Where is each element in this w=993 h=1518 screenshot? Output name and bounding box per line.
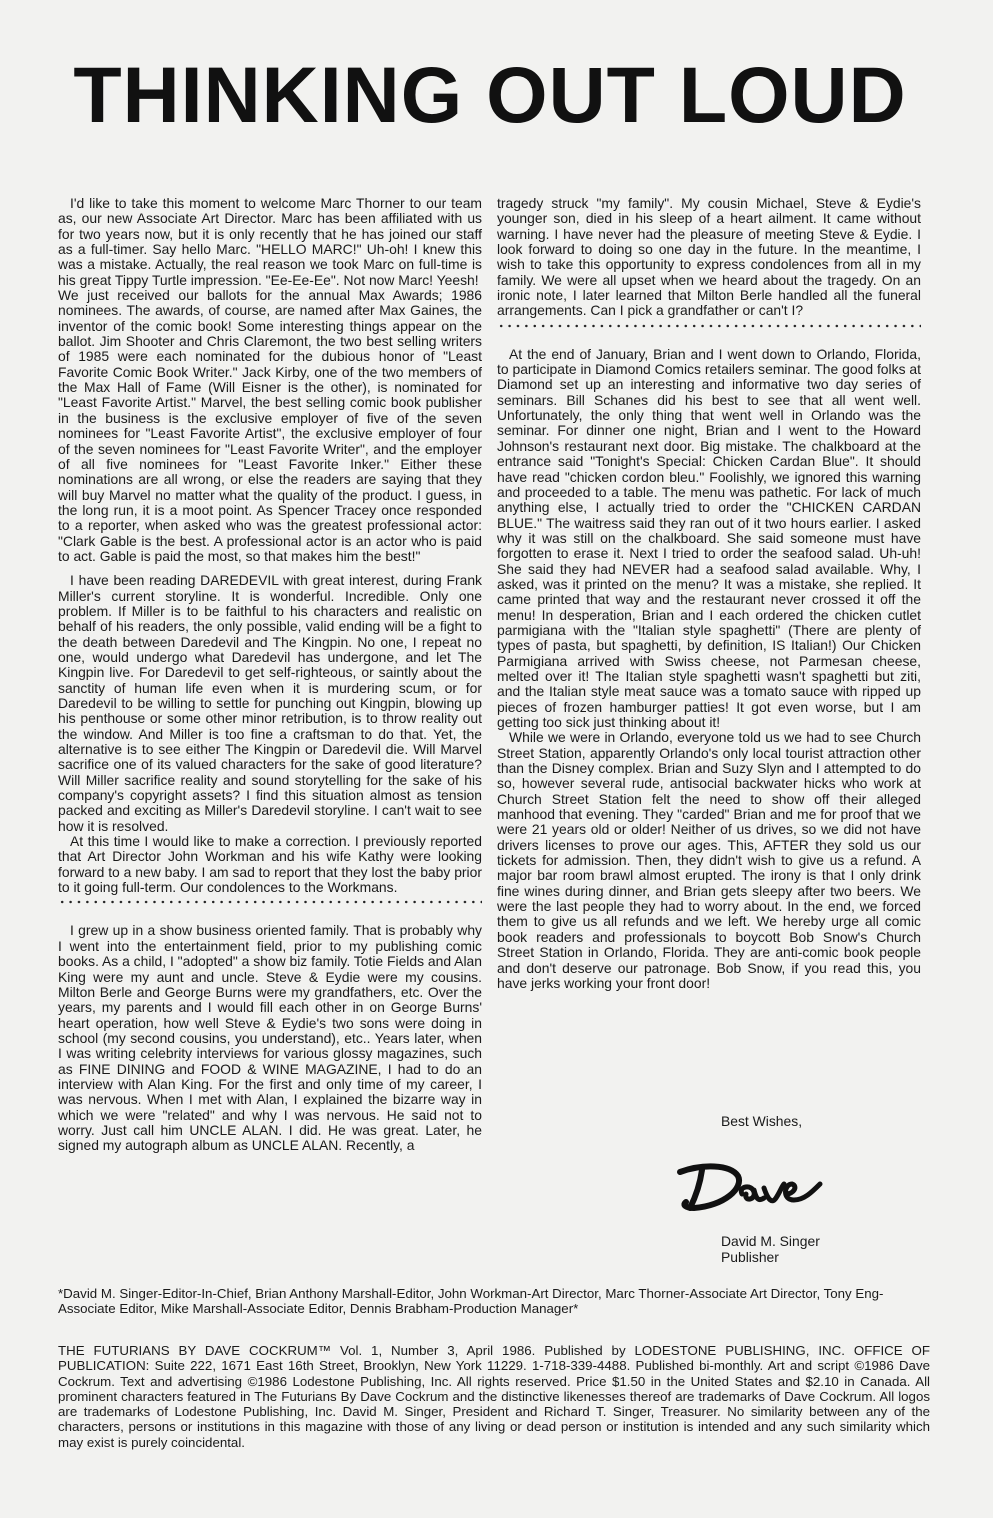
dotted-separator bbox=[497, 322, 921, 330]
left-column bbox=[58, 196, 482, 1154]
signer-block bbox=[721, 1234, 820, 1265]
paragraph-daredevil: I have been reading DAREDEVIL with great interest, during Frank Miller's current storyline. It is wonderful. Incredible. Only one problem. If Miller is to be faithful to his characters and realistic on behalf of his readers, the only possible, valid ending will be a fight to the death between Daredevil and The Kingpin. No one, I repeat no one, would undergo what Daredevil has undergone, and let The Kingpin live. For Daredevil to get self-righteous, or saintly about the sanctity of human life even when it is murdering scum, or for Daredevil to be willing to settle for punching out Kingpin, blowing up his penthouse or some other minor retribution, is to throw reality out the window. And Miller is too fine a craftsman to do that. Yet, the alternative is to see either The Kingpin or Daredevil die. Will Marvel sacrifice one of its valued characters for the sake of good literature? Will Miller sacrifice reality and sound storytelling for the sake of his company's copyright assets? I find this situation almost as tension packed and exciting as Miller's Daredevil storyline. I can't wait to see how it is resolved. bbox=[58, 572, 482, 834]
dotted-separator bbox=[58, 898, 482, 906]
signature-dave bbox=[672, 1150, 832, 1220]
signer-role: Publisher bbox=[721, 1248, 779, 1265]
paragraph-welcome: I'd like to take this moment to welcome Marc Thorner to our team as, our new Associate Art Director. Marc has been affiliated with us for two years now, but it is only recently that he has joined our staff as a full-timer. Say hello Marc. "HELLO MARC!" Uh-oh! I knew this was a mistake. Actually, the real reason we took Marc on full-time is his great Tippy Turtle impression. "Ee-Ee-Ee". Not now Marc! Yeesh! bbox=[58, 195, 482, 288]
staff-credits: *David M. Singer-Editor-In-Chief, Brian Anthony Marshall-Editor, John Workman-Art Director, Marc Thorner-Associate Art Director, Tony Eng-Associate Editor, Mike Marshall-Associate Editor, Dennis Brabham-Production Manager* bbox=[58, 1286, 884, 1316]
paragraph-max-awards: We just received our ballots for the annual Max Awards; 1986 nominees. The awards, of course, are named after Max Gaines, the inventor of the comic book! Some interesting things appear on the ballot. Jim Shooter and Chris Claremont, the two best selling writers of 1985 were each nominated for the dubious honor of "Least Favorite Comic Book Writer." Jack Kirby, one of the two members of the Max Hall of Fame (Will Eisner is the other), is nominated for "Least Favorite Artist." Marvel, the best selling comic book publisher in the business is the exclusive employer of five of the seven nominees for "Least Favorite Artist", the exclusive employer of four of the seven nominees for "Least Favorite Writer", and the employer of all five nominees for "Least Favorite Inker." Either these nominations are all wrong, or else the readers are saying that they will buy Marvel no matter what the quality of the product. I guess, in the long run, it is a moot point. As Spencer Tracey once responded to a reporter, when asked who was the greatest professional actor: "Clark Gable is the best. A professional actor is an actor who is paid to act. Gable is paid the most, so that makes him the best!" bbox=[58, 287, 482, 564]
paragraph-correction: At this time I would like to make a correction. I previously reported that Art Director John Workman and his wife Kathy were looking forward to a new baby. I am sad to report that they lost the baby prior to it going full-term. Our condolences to the Workmans. bbox=[58, 833, 482, 896]
page-title: THINKING OUT LOUD bbox=[73, 50, 907, 139]
right-column bbox=[497, 196, 921, 991]
publication-indicia: THE FUTURIANS BY DAVE COCKRUM™ Vol. 1, Number 3, April 1986. Published by LODESTONE PUBLISHING, INC. OFFICE OF PUBLICATION: Suite 222, 1671 East 16th Street, Brooklyn, New York 11229. 1-718-339-4488. Published bi-monthly. Art and script ©1986 Dave Cockrum. Text and advertising ©1986 Lodestone Publishing, Inc. All rights reserved. Price $1.50 in the United States and $2.10 in Canada. All prominent characters featured in The Futurians By Dave Cockrum and the distinctive likenesses thereof are trademarks of Dave Cockrum. All logos are trademarks of Lodestone Publishing, Inc. David M. Singer, President and Richard T. Singer, Treasurer. No similarity between any of the characters, persons or institutions in this magazine with those of any living or dead person or institution is intended and any such similarity which may exist is purely coincidental. bbox=[58, 1343, 930, 1450]
paragraph-showbiz-family: I grew up in a show business oriented family. That is probably why I went into the entertainment field, prior to my publishing comic books. As a child, I "adopted" a show biz family. Totie Fields and Alan King were my aunt and uncle. Steve & Eydie were my cousins. Milton Berle and George Burns were my grandfathers, etc. Over the years, my parents and I would fill each other in on George Burns' heart operation, how well Steve & Eydie's two sons were doing in school (my second cousins, you understand), etc.. Years later, when I was writing celebrity interviews for various glossy magazines, such as FINE DINING and FOOD & WINE MAGAZINE, I had to do an interview with Alan King. For the first and only time of my career, I was nervous. When I met with Alan, I explained the bizarre way in which we were "related" and why I was nervous. He said not to worry. Just call him UNCLE ALAN. I did. He was great. Later, he signed my autograph album as UNCLE ALAN. Recently, a bbox=[58, 922, 482, 1154]
paragraph-tragedy: tragedy struck "my family". My cousin Michael, Steve & Eydie's younger son, died in his sleep of a heart ailment. It came without warning. I have never had the pleasure of meeting Steve & Eydie. I look forward to doing so one day in the future. In the meantime, I wish to take this opportunity to express condolences from all in my family. We were all upset when we heard about the tragedy. On an ironic note, I later learned that Milton Berle handled all the funeral arrangements. Can I pick a grandfather or can't I? bbox=[497, 195, 921, 319]
paragraph-church-street: While we were in Orlando, everyone told us we had to see Church Street Station, apparently Orlando's only local tourist attraction other than the Disney complex. Brian and Suzy Slyn and I attempted to do so, however several rude, antisocial backwater hicks who work at Church Street Station felt the need to show off their alleged manhood that evening. They "carded" Brian and me for proof that we were 21 years old or older! Neither of us drives, so we did not have drivers licenses to prove our ages. This, AFTER they sold us our tickets for admission. Then, they didn't wish to give us a refund. A major bar room brawl almost erupted. The irony is that I only drink fine wines during dinner, and Brian gets sleepy after two beers. We were the last people they had to worry about. In the end, we forced them to give us all refunds and we left. We hereby urge all comic book readers and professionals to boycott Bob Snow's Church Street Station in Orlando, Florida. They are anti-comic book people and don't deserve our patronage. Bob Snow, if you read this, you have jerks working your front door! bbox=[497, 729, 921, 991]
paragraph-orlando: At the end of January, Brian and I went down to Orlando, Florida, to participate in Diamond Comics retailers seminar. The good folks at Diamond set up an interesting and informative two day series of seminars. Bill Schanes did his best to see that all went well. Unfortunately, the only thing that went well in Orlando was the seminar. For dinner one night, Brian and I went to the Howard Johnson's restaurant next door. Big mistake. The chalkboard at the entrance said "Tonight's Special: Chicken Cardan Blue". It should have read "chicken cordon bleu." Foolishly, we ignored this warning and proceeded to a table. The menu was pathetic. For lack of much anything else, I actually tried to order the "CHICKEN CARDAN BLUE." The waitress said they ran out of it two hours earlier. I asked why it was still on the chalkboard. She said someone must have forgotten to erase it. Next I tried to order the seafood salad. Uh-uh! She said they had NEVER had a seafood salad available. Why, I asked, was it printed on the menu? It was a mistake, she replied. It came printed that way and the restaurant never crossed it off the menu! In desperation, Brian and I each ordered the chicken cutlet parmigiana with the "Italian style spaghetti" (There are plenty of types of pasta, but spaghetti, by definition, IS Italian!) Our Chicken Parmigiana arrived with Swiss cheese, not Parmesan cheese, melted over it! The Italian style spaghetti wasn't spaghetti but ziti, and the Italian style meat sauce was a tomato sauce with ripped up pieces of frozen hamburger patties! It got even worse, but I am getting too sick just thinking about it! bbox=[497, 345, 921, 730]
salutation: Best Wishes, bbox=[721, 1113, 803, 1129]
signer-name: David M. Singer bbox=[721, 1233, 820, 1249]
